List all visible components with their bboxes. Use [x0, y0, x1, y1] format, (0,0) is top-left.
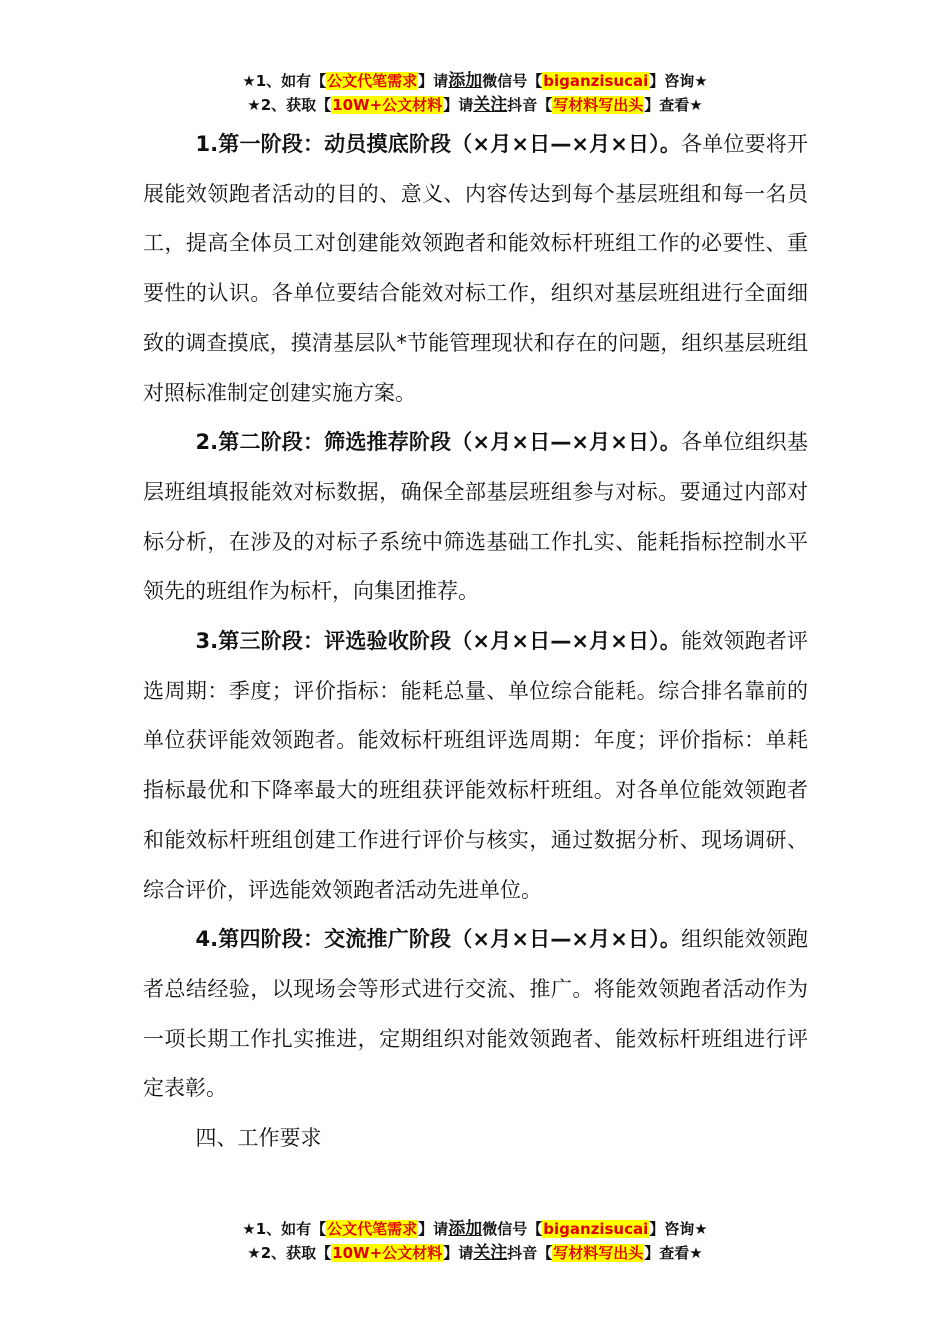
paragraph-heading: 1.第一阶段：动员摸底阶段（×月×日—×月×日）。 — [195, 132, 682, 156]
paragraph-heading: 4.第四阶段：交流推广阶段（×月×日—×月×日）。 — [195, 927, 682, 952]
header-banner — [0, 69, 950, 117]
banner-line-1: ★1、如有【公文代笔需求】请添加微信号【biganzisucai】咨询★ — [242, 1219, 708, 1239]
paragraph-stage-3 — [143, 617, 808, 915]
paragraph-text: 各单位组织基层班组填报能效对标数据，确保全部基层班组参与对标。要通过内部对标分析，在涉及的对标子系统中筛选基础工作扎实、能耗指标控制水平领先的班组作为标杆，向集团推荐。 — [143, 430, 808, 604]
paragraph-stage-4 — [143, 915, 808, 1114]
banner-douyin-name: 写材料写出头 — [553, 1244, 644, 1262]
paragraph-text: 组织能效领跑者总结经验，以现场会等形式进行交流、推广。将能效领跑者活动作为一项长期工作扎实推进，定期组织对能效领跑者、能效标杆班组进行评定表彰。 — [143, 927, 808, 1101]
banner-highlight: 公文代笔需求 — [327, 1220, 418, 1238]
banner-douyin-name: 写材料写出头 — [553, 96, 644, 114]
paragraph-heading: 2.第二阶段：筛选推荐阶段（×月×日—×月×日）。 — [195, 430, 682, 455]
footer-banner — [0, 1217, 950, 1265]
paragraph-stage-2 — [143, 418, 808, 617]
banner-wechat-id: biganzisucai — [543, 72, 649, 90]
banner-wechat-id: biganzisucai — [543, 1220, 649, 1238]
banner-highlight: 10W+公文材料 — [332, 96, 443, 114]
banner-line-2: ★2、获取【10W+公文材料】请关注抖音【写材料写出头】查看★ — [247, 95, 703, 115]
paragraph-stage-1 — [143, 120, 808, 418]
banner-line-2: ★2、获取【10W+公文材料】请关注抖音【写材料写出头】查看★ — [247, 1243, 703, 1263]
section-title: 四、工作要求 — [195, 1126, 322, 1151]
paragraph-text: 各单位要将开展能效领跑者活动的目的、意义、内容传达到每个基层班组和每一名员工，提高全体员工对创建能效领跑者和能效标杆班组工作的必要性、重要性的认识。各单位要结合能效对标工作，组织对基层班组进行全面细致的调查摸底，摸清基层队*节能管理现状和存在的问题，组织基层班组对照标准制定创建实施方案。 — [143, 132, 808, 405]
banner-highlight: 公文代笔需求 — [327, 72, 418, 90]
paragraph-heading: 3.第三阶段：评选验收阶段（×月×日—×月×日）。 — [195, 629, 682, 654]
banner-line-1: ★1、如有【公文代笔需求】请添加微信号【biganzisucai】咨询★ — [242, 71, 708, 91]
paragraph-text: 能效领跑者评选周期：季度；评价指标：能耗总量、单位综合能耗。综合排名靠前的单位获评能效领跑者。能效标杆班组评选周期：年度；评价指标：单耗指标最优和下降率最大的班组获评能效标杆班组。对各单位能效领跑者和能效标杆班组创建工作进行评价与核实，通过数据分析、现场调研、综合评价，评选能效领跑者活动先进单位。 — [143, 629, 808, 902]
banner-highlight: 10W+公文材料 — [332, 1244, 443, 1262]
document-body — [143, 120, 808, 1164]
